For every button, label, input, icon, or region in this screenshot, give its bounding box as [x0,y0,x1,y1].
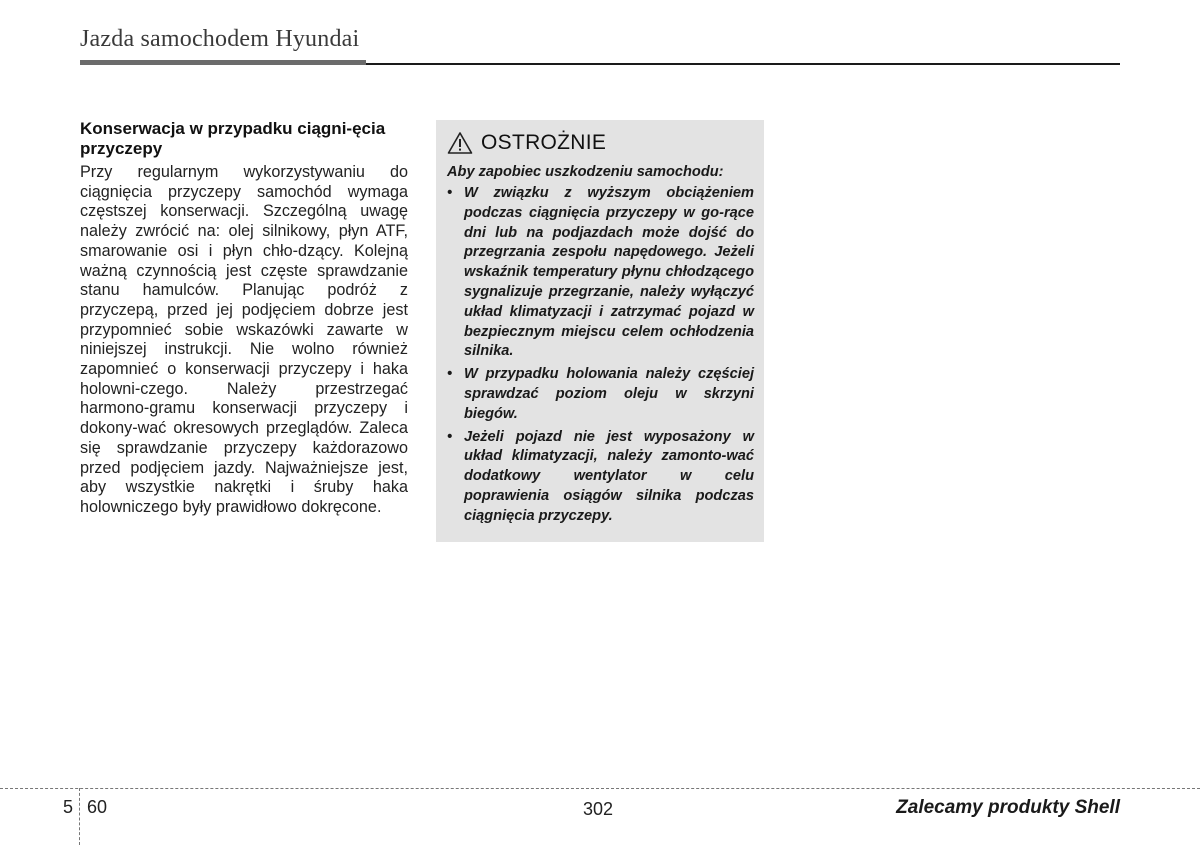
footer-brand: Zalecamy produkty Shell [896,797,1120,818]
caution-item-text: W przypadku holowania należy częściej sprawdzać poziom oleju w skrzyni biegów. [464,366,754,422]
caution-list [447,184,754,527]
caution-title: OSTROŻNIE [481,131,607,154]
caution-item-text: W związku z wyższym obciążeniem podczas ciągnięcia przyczepy w go-rące dni lub na podjazdach może dojść do przegrzania zespołu napędowego. Jeżeli wskaźnik temperatury płynu chłodzącego sygnalizuje przegrzanie, należy wyłączyć układ klimatyzacji i zatrzymać pojazd w bezpiecznym miejscu celem ochłodzenia silnika. [464,185,754,360]
section-title: Konserwacja w przypadku ciągni-ęcia przyczepy [80,119,386,158]
header-rule [366,63,1120,65]
footer-divider [79,788,80,845]
caution-item-text: Jeżeli pojazd nie jest wyposażony w układ klimatyzacji, należy zamonto-wać dodatkowy wentylator w celu poprawienia osiągów silnika podczas ciągnięcia przyczepy. [464,428,754,524]
footer-rule [0,788,1200,789]
caution-intro: Aby zapobiec uszkodzeniu samochodu: [447,164,724,180]
bullet: • [447,185,453,201]
section-column [80,119,408,518]
caution-item [447,365,754,424]
caution-header [447,130,754,156]
page-number: 60 [87,797,108,817]
warning-triangle-icon [447,131,473,155]
header-title: Jazda samochodem Hyundai [80,26,360,52]
caution-box [436,120,764,542]
caution-item [447,428,754,527]
document-page-number: 302 [583,799,614,819]
caution-item [447,184,754,362]
header-accent-bar [80,60,366,65]
bullet: • [447,428,453,445]
section-body: Przy regularnym wykorzystywaniu do ciągnięcia przyczepy samochód wymaga częstszej konserwacji. Szczególną uwagę należy zwrócić na: olej silnikowy, płyn ATF, smarowanie osi i płyn chło-dzący. Kolejną ważną czynnością jest częste sprawdzanie stanu hamulców. Planując podróż z przyczepą, przed jej podjęciem dobrze jest przypomnieć sobie wskazówki zawarte w niniejszej instrukcji. Nie wolno również zapomnieć o konserwacji przyczepy i haka holowni-czego. Należy przestrzegać harmono-gramu konserwacji przyczepy i dokony-wać okresowych przeglądów. Zaleca się sprawdzanie przyczepy każdorazowo przed podjęciem jazdy. Najważniejsze jest, aby wszystkie nakrętki i śruby haka holowniczego były prawidłowo dokręcone. [80,163,408,516]
chapter-number: 5 [63,797,74,817]
bullet: • [447,366,453,383]
